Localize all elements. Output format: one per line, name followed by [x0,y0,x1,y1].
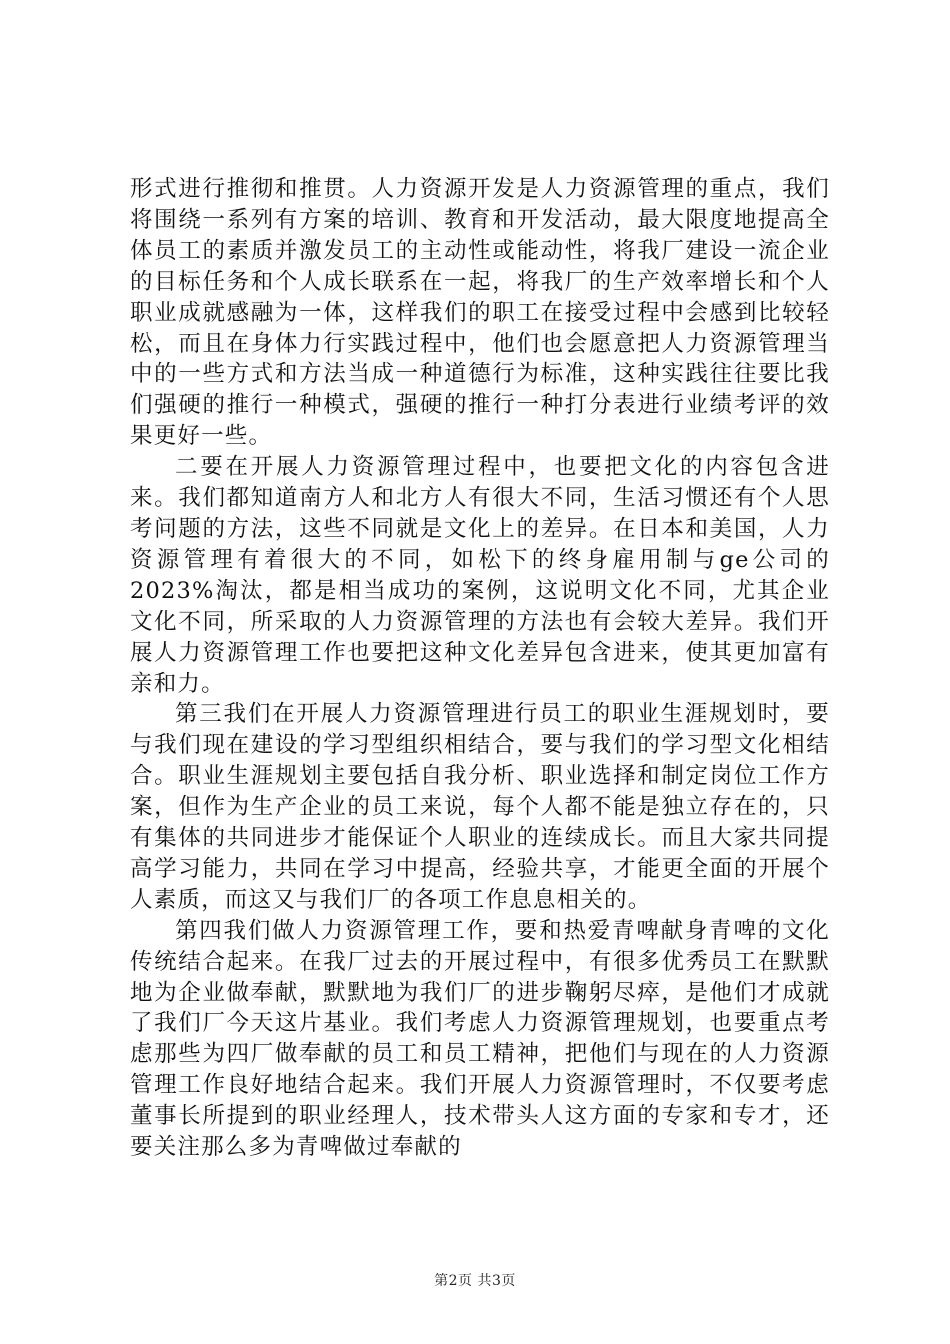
page-number-footer: 第2页 共3页 [434,1273,516,1289]
paragraph-3: 第三我们在开展人力资源管理进行员工的职业生涯规划时，要与我们现在建设的学习型组织相结合，要与我们的学习型文化相结合。职业生涯规划主要包括自我分析、职业选择和制定岗位工作方案，但作为生产企业的员工来说，每个人都不能是独立存在的，只有集体的共同进步才能保证个人职业的连续成长。而且大家共同提高学习能力，共同在学习中提高，经验共享，才能更全面的开展个人素质，而这又与我们厂的各项工作息息相关的。 [130,701,830,913]
document-body [130,174,830,1163]
paragraph-4: 第四我们做人力资源管理工作，要和热爱青啤献身青啤的文化传统结合起来。在我厂过去的开展过程中，有很多优秀员工在默默地为企业做奉献，默默地为我们厂的进步鞠躬尽瘁，是他们才成就了我们厂今天这片基业。我们考虑人力资源管理规划，也要重点考虑那些为四厂做奉献的员工和员工精神，把他们与现在的人力资源管理工作良好地结合起来。我们开展人力资源管理时，不仅要考虑董事长所提到的职业经理人，技术带头人这方面的专家和专才，还要关注那么多为青啤做过奉献的 [130,917,830,1161]
paragraph-2: 二要在开展人力资源管理过程中，也要把文化的内容包含进来。我们都知道南方人和北方人有很大不同，生活习惯还有个人思考问题的方法，这些不同就是文化上的差异。在日本和美国，人力资源管理有着很大的不同，如松下的终身雇用制与ge公司的2023%淘汰，都是相当成功的案例，这说明文化不同，尤其企业文化不同，所采取的人力资源管理的方法也有会较大差异。我们开展人力资源管理工作也要把这种文化差异包含进来，使其更加富有亲和力。 [130,454,830,697]
paragraph-1: 形式进行推彻和推贯。人力资源开发是人力资源管理的重点，我们将围绕一系列有方案的培训、教育和开发活动，最大限度地提高全体员工的素质并激发员工的主动性或能动性，将我厂建设一流企业的目标任务和个人成长联系在一起，将我厂的生产效率增长和个人职业成就感融为一体，这样我们的职工在接受过程中会感到比较轻松，而且在身体力行实践过程中，他们也会愿意把人力资源管理当中的一些方式和方法当成一种道德行为标准，这种实践往往要比我们强硬的推行一种模式，强硬的推行一种打分表进行业绩考评的效果更好一些。 [130,176,830,450]
